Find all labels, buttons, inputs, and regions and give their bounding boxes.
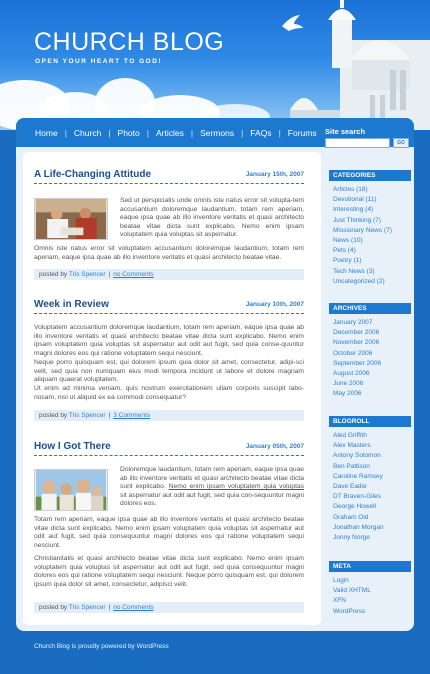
nav-item-church[interactable] bbox=[74, 128, 118, 138]
nav-separator: | bbox=[241, 127, 244, 138]
posted-by-label: posted by bbox=[39, 271, 68, 278]
post-body: Omnis iste natus error sit voluptatem accusantium doloremque laudantium, totam rem aperiam, eaque ipsa quae ab illo inventore veritatis et quasi architecto beatae vitae. bbox=[34, 245, 304, 261]
post-title[interactable]: A Life-Changing Attitude bbox=[34, 169, 152, 180]
archive-link[interactable]: August 2006 bbox=[333, 370, 370, 378]
meta-list bbox=[333, 576, 371, 617]
category-link[interactable]: Missionary News (7) bbox=[333, 226, 392, 234]
post-divider bbox=[34, 455, 304, 456]
archive-link[interactable]: September 2006 bbox=[333, 359, 382, 367]
post-excerpt: Sed ut perspiciatis unde omnis iste natus error sit volupta-tem accusantium doloremque laudantium, totam rem aperiam, eaque ipsa quae ab illo inventore veritatis et quasi architecto beatae vitae dicta sunt explicabo. Nemo enim ipsam voluptatem quia voluptas sit aspernatur. bbox=[120, 197, 304, 238]
post-image bbox=[34, 469, 108, 511]
meta-separator: | bbox=[108, 412, 111, 419]
blogroll-list bbox=[333, 431, 384, 543]
category-link[interactable]: Tech News (3) bbox=[333, 267, 375, 275]
nav-item-forums[interactable] bbox=[288, 128, 317, 138]
post-divider bbox=[34, 183, 304, 184]
blogroll-link[interactable]: George Howell bbox=[333, 503, 376, 511]
post-comments-link[interactable]: no Comments bbox=[113, 271, 154, 278]
post-excerpt bbox=[120, 466, 304, 509]
nav-separator: | bbox=[146, 127, 149, 138]
post-date: January 10th, 2007 bbox=[245, 301, 304, 308]
meta-separator: | bbox=[108, 271, 111, 278]
blogroll-link[interactable]: Antony Solomon bbox=[333, 452, 381, 460]
blogroll-link[interactable]: DT Braven-Giles bbox=[333, 493, 381, 501]
category-link[interactable]: Poetry (1) bbox=[333, 257, 362, 265]
post-meta bbox=[34, 602, 304, 613]
header-banner bbox=[0, 0, 430, 130]
blogroll-link[interactable]: Ben Pattison bbox=[333, 462, 370, 470]
post-date: January 15th, 2007 bbox=[245, 171, 304, 178]
nav-label[interactable]: Photo bbox=[117, 127, 140, 138]
post-body: Neque porro quisquam est, qui dolorem ipsum quia dolor sit amet, consectetur, adipi-sci velit, sed quia non numquam eius modi tempora incidunt ut labore et dolore magnam aliquam quaerat voluptatem. bbox=[34, 359, 304, 383]
post-body: Totam rem aperiam, eaque ipsa quae ab illo inventore veritatis et quasi architecto beatae vitae dicta sunt explicabo. Nemo enim ipsam voluptatem quia voluptas sit aspernatur aut odit aut fugit, sed quia consequuntur magni dolores eos qui ratione voluptatem sequi nesciunt. bbox=[34, 516, 304, 549]
nav-item-sermons[interactable] bbox=[200, 128, 250, 138]
nav-label[interactable]: Sermons bbox=[200, 127, 235, 138]
blogroll-link[interactable]: Aled Griffith bbox=[333, 432, 367, 439]
meta-heading: META bbox=[329, 561, 411, 572]
nav-item-photo[interactable] bbox=[118, 128, 156, 138]
archive-link[interactable]: June 2006 bbox=[333, 380, 364, 388]
post-image bbox=[34, 198, 108, 240]
categories-list bbox=[333, 185, 392, 287]
post-author-link[interactable]: Tris Spencer bbox=[68, 412, 106, 419]
archive-link[interactable]: May 2006 bbox=[333, 390, 362, 398]
meta-link[interactable]: XFN bbox=[333, 597, 346, 605]
posted-by-label: posted by bbox=[39, 412, 68, 419]
archives-list bbox=[333, 318, 381, 400]
archive-link[interactable]: November 2006 bbox=[333, 339, 380, 347]
nav-label[interactable]: Forums bbox=[287, 127, 317, 138]
post-date: January 05th, 2007 bbox=[245, 443, 304, 450]
meta-link[interactable]: WordPress bbox=[333, 607, 366, 615]
post-author-link[interactable]: Tris Spencer bbox=[68, 271, 106, 278]
categories-heading: CATEGORIES bbox=[329, 170, 411, 181]
archive-link[interactable]: December 2006 bbox=[333, 329, 380, 337]
posted-by-label: posted by bbox=[39, 604, 68, 611]
archive-link[interactable]: January 2007 bbox=[333, 319, 373, 326]
nav-label[interactable]: Home bbox=[35, 127, 58, 138]
nav-separator: | bbox=[278, 127, 281, 138]
post-body: Ut enim ad minima veniam, quis nostrum exercitationem ullam corporis suscipit labo-riosam, nisi ut aliquid ex ea commodi consequatur? bbox=[34, 385, 304, 401]
archives-heading: ARCHIVES bbox=[329, 303, 411, 314]
meta-separator: | bbox=[108, 604, 111, 611]
category-link[interactable]: Interesting (4) bbox=[333, 206, 374, 214]
blogroll-link[interactable]: Jonny Norge bbox=[333, 534, 370, 542]
search-label: Site search bbox=[325, 127, 366, 136]
meta-link[interactable]: Valid XHTML bbox=[333, 587, 371, 595]
meta-link[interactable]: Login bbox=[333, 577, 349, 584]
main-nav bbox=[16, 118, 322, 147]
category-link[interactable]: News (10) bbox=[333, 237, 363, 245]
search-input[interactable] bbox=[325, 138, 390, 148]
category-link[interactable]: Devotional (11) bbox=[333, 196, 377, 204]
post-meta bbox=[34, 269, 304, 280]
nav-separator: | bbox=[190, 127, 194, 138]
post bbox=[34, 441, 304, 615]
post-inline-link[interactable]: Nemo enim ipsam voluptatem quia voluptas bbox=[168, 483, 305, 490]
site-search bbox=[322, 118, 414, 147]
post-body: Christianitatis et quasi architecto beatae vitae dicta sunt explicabo. Nemo enim ipsam voluptatem quia voluptas sit aspernatur aut odit aut fugit, sed quia consequuntur magni dolores eos qui ratione voluptatem sequi nesciunt. Neque porro quisquam est, qui dolorem ipsum quia dolor sit amet, consectetur, adipisci velit. bbox=[34, 555, 304, 588]
post-divider bbox=[34, 313, 304, 314]
post-comments-link[interactable]: no Comments bbox=[113, 604, 154, 611]
nav-label[interactable]: Church bbox=[73, 127, 102, 138]
blogroll-link[interactable]: Caroline Ramsey bbox=[333, 472, 383, 480]
category-link[interactable]: Just Thinking (7) bbox=[333, 216, 381, 224]
post-comments-link[interactable]: 3 Comments bbox=[113, 412, 151, 419]
nav-item-articles[interactable] bbox=[156, 128, 200, 138]
blogroll-heading: BLOGROLL bbox=[329, 416, 411, 427]
nav-label[interactable]: FAQs bbox=[250, 127, 272, 138]
nav-label[interactable]: Articles bbox=[155, 127, 184, 138]
post-meta bbox=[34, 410, 304, 421]
blogroll-link[interactable]: Graham Old bbox=[333, 513, 369, 521]
site-tagline: OPEN YOUR HEART TO GOD! bbox=[35, 58, 163, 65]
archive-link[interactable]: October 2006 bbox=[333, 349, 373, 357]
post-title[interactable]: Week in Review bbox=[34, 299, 109, 310]
category-link[interactable]: Pets (4) bbox=[333, 247, 356, 255]
search-go-button[interactable]: GO bbox=[393, 138, 409, 148]
post-excerpt-text: Doloremque laudantium, totam rem aperiam, eaque ipsa quae ab illo inventore veritatis et quasi architecto beatae vitae dicta sunt explicabo. bbox=[120, 466, 305, 490]
post-body: Voluptatem accusantium doloremque laudantium, totam rem aperiam, eaque ipsa quae ab illo inventore veritatis et quasi architecto beatae vitae dicta sunt explicabo. Nemo enim ipsam voluptatem quia voluptas sit aspernatur aut odit aut fugit, sed quia conse-quuntur magni dolores eos qui ratione voluptatem sequi nesciunt. bbox=[34, 324, 304, 357]
category-link[interactable]: Articles (18) bbox=[333, 186, 368, 193]
post-author-link[interactable]: Tris Spencer bbox=[68, 604, 106, 611]
cathedral-image bbox=[280, 0, 430, 130]
post-excerpt-text: sit aspernatur aut odit aut fugit, sed quia con-sequuntur magni dolores eos. bbox=[120, 491, 304, 507]
post bbox=[34, 169, 304, 281]
post bbox=[34, 299, 304, 423]
blogroll-link[interactable]: Dave Eadie bbox=[333, 483, 367, 491]
site-title[interactable]: CHURCH BLOG bbox=[34, 28, 225, 56]
nav-item-home[interactable] bbox=[35, 128, 74, 138]
post-title[interactable]: How I Got There bbox=[34, 441, 111, 452]
blogroll-link[interactable]: Jonathan Morgan bbox=[333, 523, 384, 531]
nav-item-faqs[interactable] bbox=[250, 128, 287, 138]
blogroll-link[interactable]: Alex Masters bbox=[333, 442, 371, 450]
nav-separator: | bbox=[108, 127, 111, 138]
nav-separator: | bbox=[64, 127, 67, 138]
category-link[interactable]: Uncategorized (2) bbox=[333, 277, 385, 285]
footer-credit: Church Blog is proudly powered by WordPress bbox=[34, 643, 169, 650]
